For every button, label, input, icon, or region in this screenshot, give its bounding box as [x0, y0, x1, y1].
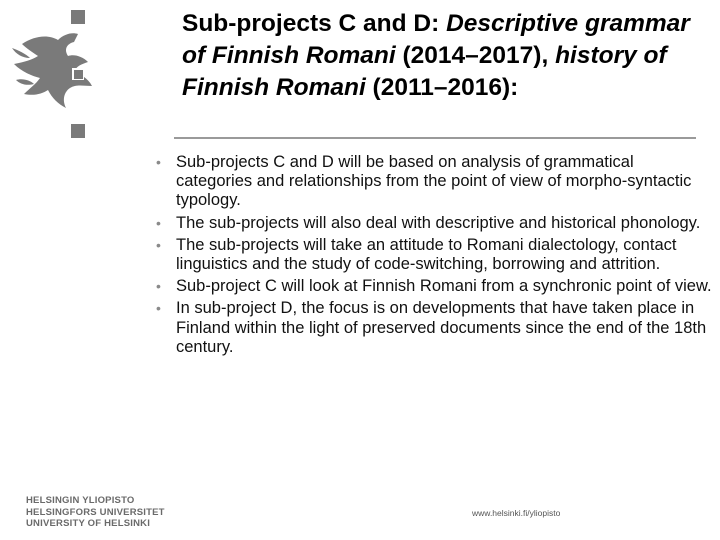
bullet-text: The sub-projects will take an attitude to Romani dialectology, contact linguistics and the study of code-switching, borrowing and attrition.: [176, 235, 677, 274]
bullet-item: [154, 299, 714, 357]
university-line-sv: HELSINGFORS UNIVERSITET: [26, 506, 165, 518]
bullet-text: In sub-project D, the focus is on developments that have taken place in Finland within the light of preserved documents since the end of the 18th century.: [176, 299, 707, 356]
bullet-list: [154, 153, 714, 360]
slide-title: [182, 8, 702, 104]
bullet-text: Sub-projects C and D will be based on analysis of grammatical categories and relationships from the point of view of morpho-syntactic typology.: [176, 153, 692, 210]
bullet-dot-icon: •: [156, 300, 161, 317]
bullet-item: [154, 277, 714, 296]
bullet-item: [154, 236, 714, 274]
bullet-text: The sub-projects will also deal with descriptive and historical phonology.: [176, 213, 701, 232]
footer-url: www.helsinki.fi/yliopisto: [472, 508, 561, 518]
title-part-2: Descriptive grammar of Finnish Romani: [182, 10, 690, 69]
title-divider: [174, 137, 696, 139]
university-line-fi: HELSINGIN YLIOPISTO: [26, 495, 135, 506]
bullet-item: [154, 153, 714, 211]
title-part-4: history of Finnish Romani: [182, 42, 667, 101]
university-name: [26, 495, 165, 530]
helsinki-flame-logo-icon: [4, 4, 104, 144]
university-line-en: UNIVERSITY OF HELSINKI: [26, 518, 151, 529]
bullet-dot-icon: •: [156, 214, 161, 231]
title-part-5: (2011–2016):: [365, 74, 519, 101]
bullet-dot-icon: •: [156, 154, 161, 170]
title-part-1: Sub-projects C and D:: [182, 10, 447, 37]
bullet-dot-icon: •: [156, 236, 161, 253]
title-part-3: (2014–2017),: [395, 42, 556, 69]
bullet-item: [154, 214, 714, 233]
bullet-dot-icon: •: [156, 278, 161, 295]
bullet-text: Sub-project C will look at Finnish Romani from a synchronic point of view.: [176, 277, 712, 296]
